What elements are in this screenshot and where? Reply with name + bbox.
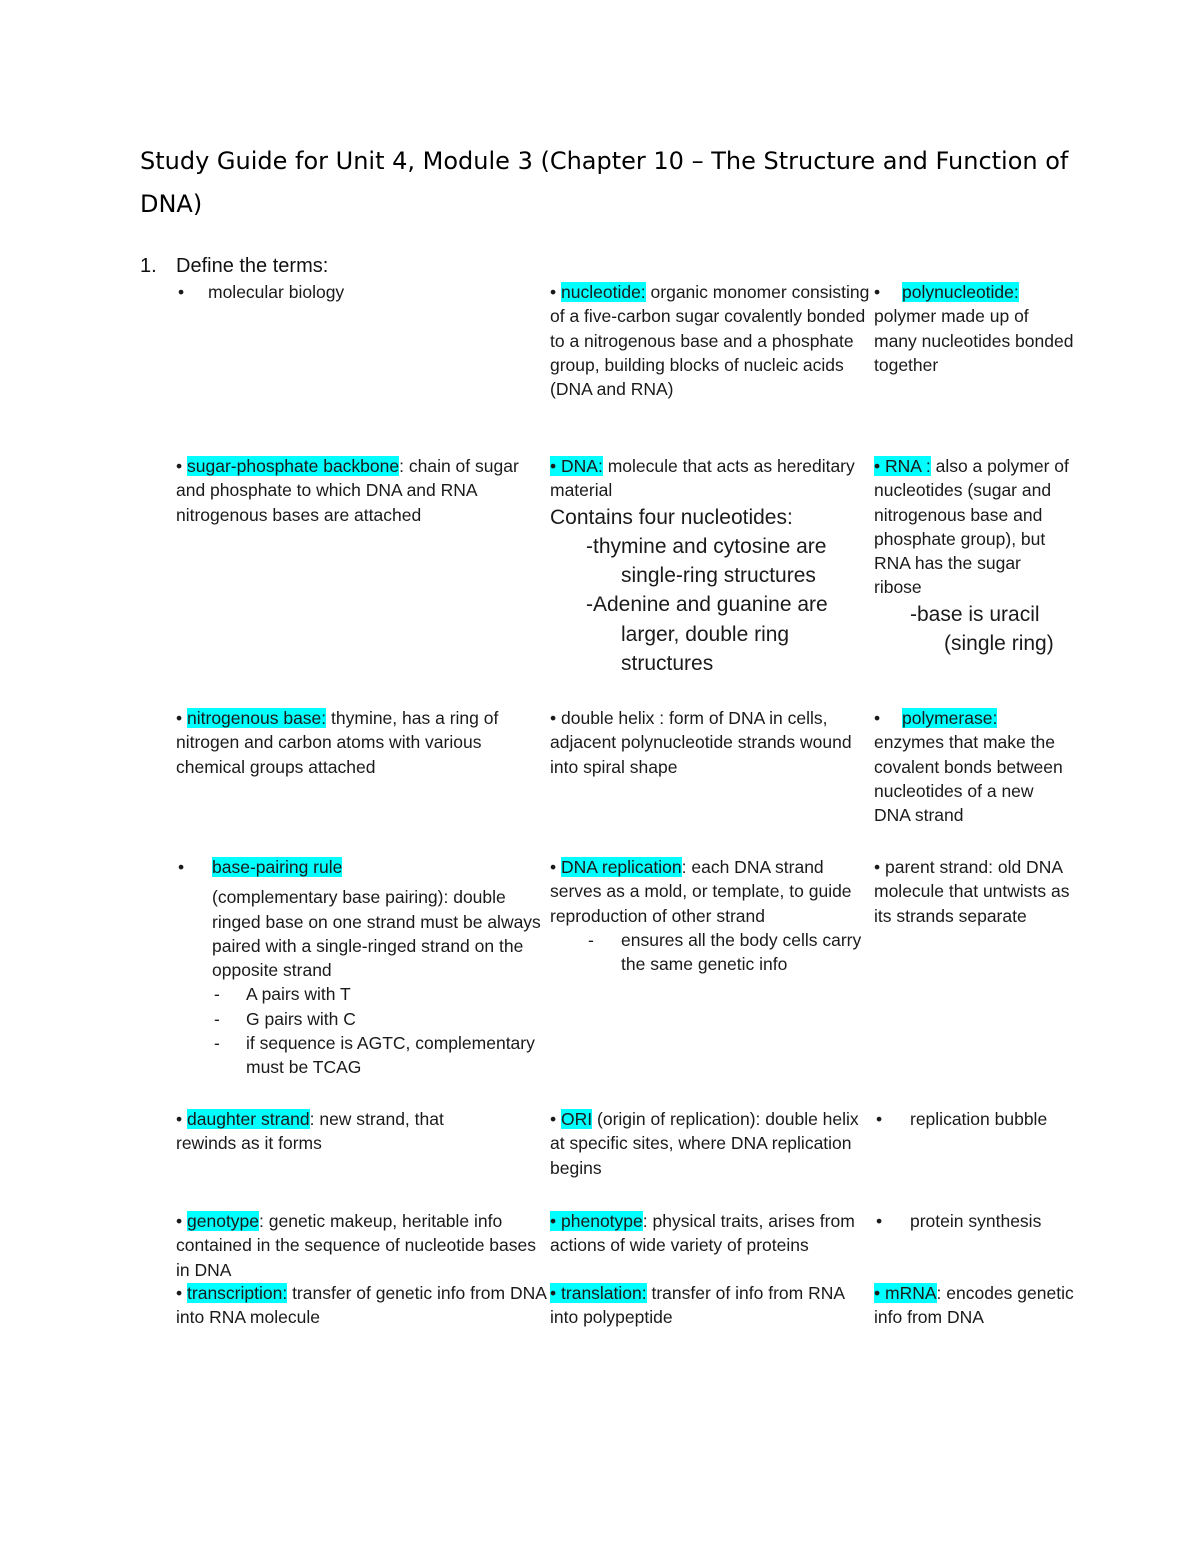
term-label: replication bubble: [910, 1109, 1048, 1129]
bullet: •: [550, 1283, 557, 1303]
dna-contains: Contains four nucleotides:: [550, 505, 793, 529]
question-1: [140, 252, 328, 280]
term-label: • translation:: [550, 1283, 647, 1303]
term-ori: [550, 1107, 860, 1180]
bullet: •: [178, 282, 185, 302]
term-genotype: [176, 1209, 548, 1282]
term-definition: transfer of genetic info from DNA into RNA molecule: [176, 1283, 546, 1328]
term-label: ORI: [561, 1109, 593, 1129]
term-definition: : chain of sugar and phosphate to which DNA and RNA nitrogenous bases are attached: [176, 456, 519, 525]
list-item: - A pairs with T: [212, 982, 548, 1006]
term-definition: polymer made up of many nucleotides bonded together: [874, 306, 1074, 375]
term-definition: (complementary base pairing): double ringed base on one strand must be always paired with a single-ringed strand on the opposite strand: [212, 887, 541, 981]
term-dna-replication: [550, 855, 872, 976]
term-definition: enzymes that make the covalent bonds between nucleotides of a new DNA strand: [874, 732, 1063, 826]
term-definition: : each DNA strand serves as a mold, or template, to guide reproduction of other strand: [550, 857, 852, 926]
bullet: •: [874, 282, 881, 302]
term-label: molecular biology: [208, 282, 345, 302]
term-label: • DNA:: [550, 456, 603, 476]
term-base-pairing-rule: [176, 855, 548, 1080]
rna-sub-1: -base is uracil: [910, 602, 1040, 626]
dna-line-2b: larger, double ring: [621, 622, 790, 646]
list-item: - ensures all the body cells carry the same genetic info: [588, 929, 862, 975]
term-transcription: [176, 1281, 548, 1330]
term-definition: : encodes genetic info from DNA: [874, 1283, 1074, 1328]
bullet: •: [874, 1283, 881, 1303]
bullet: •: [550, 708, 557, 728]
term-definition: : new strand, that rewinds as it forms: [176, 1109, 444, 1154]
term-label: daughter strand: [187, 1109, 310, 1129]
term-translation: [550, 1281, 850, 1330]
bullet: •: [550, 1109, 557, 1129]
term-polymerase: [874, 706, 1074, 827]
dna-line-2: -Adenine and guanine are: [586, 593, 828, 617]
term-molecular-biology: [176, 280, 548, 304]
term-label: • RNA :: [874, 456, 931, 476]
term-label: sugar-phosphate backbone: [187, 456, 400, 476]
term-definition: also a polymer of nucleotides (sugar and nitrogenous base and phosphate group), but RNA has the sugar ribose: [874, 456, 1069, 598]
bullet: •: [874, 857, 881, 877]
dna-line-1: -thymine and cytosine are: [586, 534, 827, 558]
bullet: •: [874, 708, 881, 728]
term-definition: : genetic makeup, heritable info contained in the sequence of nucleotide bases in DNA: [176, 1211, 536, 1280]
term-label: polynucleotide:: [902, 282, 1019, 302]
bullet: •: [550, 1211, 557, 1231]
term-daughter-strand: [176, 1107, 496, 1156]
term-polynucleotide: [874, 280, 1074, 377]
term-definition: (origin of replication): double helix at specific sites, where DNA replication begins: [550, 1109, 859, 1178]
term-label: • mRNA: [874, 1283, 937, 1303]
bullet: •: [550, 282, 557, 302]
dash-marker: -: [214, 1008, 220, 1029]
term-nucleotide: [550, 280, 872, 401]
term-label: genotype: [187, 1211, 260, 1231]
page-title: Study Guide for Unit 4, Module 3 (Chapter 10 – The Structure and Function of DNA): [140, 147, 1069, 218]
term-definition: thymine, has a ring of nitrogen and carbon atoms with various chemical groups attached: [176, 708, 499, 777]
dash-marker: -: [214, 1033, 220, 1054]
term-text: double helix : form of DNA in cells, adjacent polynucleotide strands wound into spiral shape: [550, 708, 852, 777]
term-label: nucleotide:: [561, 282, 646, 302]
bullet: •: [176, 1283, 183, 1303]
bullet: •: [176, 708, 183, 728]
term-label: transcription:: [187, 1283, 288, 1303]
term-parent-strand: [874, 855, 1074, 928]
term-protein-synthesis: [874, 1209, 1074, 1233]
bullet: •: [550, 857, 557, 877]
term-replication-bubble: [874, 1107, 1074, 1131]
term-mrna: [874, 1281, 1074, 1330]
list-item: - G pairs with C: [212, 1007, 548, 1031]
bullet: •: [176, 456, 183, 476]
bullet: •: [874, 456, 881, 476]
term-label: polymerase:: [902, 708, 998, 728]
term-double-helix: [550, 706, 872, 779]
term-label: • phenotype: [550, 1211, 643, 1231]
term-sugar-phosphate-backbone: [176, 454, 536, 527]
term-phenotype: [550, 1209, 860, 1258]
bullet: •: [876, 1211, 883, 1231]
dna-line-1b: single-ring structures: [621, 564, 816, 588]
term-text: parent strand: old DNA molecule that untwists as its strands separate: [874, 857, 1070, 926]
term-rna: [874, 454, 1070, 658]
bullet: •: [550, 456, 557, 476]
term-definition: : physical traits, arises from actions of wide variety of proteins: [550, 1211, 855, 1256]
term-nitrogenous-base: [176, 706, 548, 779]
dna-line-2c: structures: [621, 652, 714, 676]
term-label: DNA replication: [561, 857, 682, 877]
bullet: •: [876, 1109, 883, 1129]
rna-sub-1b: (single ring): [944, 632, 1054, 656]
term-label: nitrogenous base:: [187, 708, 327, 728]
bullet: •: [178, 857, 185, 877]
term-definition: organic monomer consisting of a five-carbon sugar covalently bonded to a nitrogenous base and a phosphate group, building blocks of nucleic acids (DNA and RNA): [550, 282, 870, 400]
question-number: 1.: [140, 255, 157, 277]
bullet: •: [176, 1109, 183, 1129]
dash-marker: -: [588, 929, 594, 950]
term-label: protein synthesis: [910, 1211, 1042, 1231]
question-text: Define the terms:: [176, 255, 329, 277]
dash-marker: -: [214, 984, 220, 1005]
term-definition: molecule that acts as hereditary material: [550, 456, 855, 501]
list-item: - if sequence is AGTC, complementary must be TCAG: [214, 1033, 535, 1078]
term-label: base-pairing rule: [212, 857, 343, 877]
term-definition: transfer of info from RNA into polypeptide: [550, 1283, 845, 1328]
term-dna: [550, 454, 872, 678]
bullet: •: [176, 1211, 183, 1231]
